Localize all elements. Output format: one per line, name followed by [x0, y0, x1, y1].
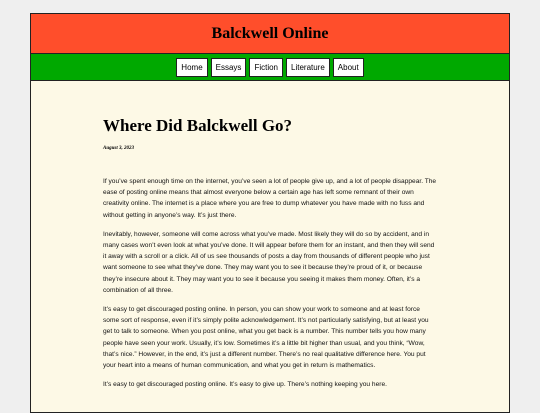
- post-paragraph: If you’ve spent enough time on the internet, you’ve seen a lot of people give up, and a lot of people disappear. The ease of posting online means that almost everyone below a certain age has left some remnant of their own creativity online. The internet is a place where you are free to dump whatever you have made with no fuss and without getting in anyone’s way. It’s just there.: [103, 178, 437, 219]
- nav-literature-link[interactable]: Literature: [286, 58, 330, 77]
- post-date: August 3, 2023: [103, 146, 134, 151]
- nav-home-link[interactable]: Home: [176, 58, 207, 77]
- page-container: [30, 13, 510, 413]
- post-body: [103, 176, 437, 390]
- post-paragraph: It’s easy to get discouraged posting online. In person, you can show your work to someone and at least force some sort of response, even if it’s simply polite acknowledgement. It’s not particularly satisfying, but at least you get to talk to someone. When you post online, what you get back is a number. This number tells you how many people have seen your work. Usually, it’s low. Sometimes it’s a little bit higher than usual, and you think, “Wow, that’s nice.” However, in the end, it’s just a different number. There’s no real qualitative difference here. You put your heart into a means of human communication, and what you get in return is mathematics.: [103, 306, 429, 370]
- nav-about-link[interactable]: About: [333, 58, 364, 77]
- article: [31, 116, 509, 390]
- site-header: [31, 14, 509, 54]
- nav-bar: [31, 54, 509, 81]
- nav-fiction-link[interactable]: Fiction: [249, 58, 283, 77]
- site-title[interactable]: Balckwell Online: [211, 24, 329, 42]
- post-paragraph: Inevitably, however, someone will come across what you’ve made. Most likely they will do so by accident, and in many cases won’t even look at what you’ve done. It will appear before them for an instant, and then they will send it away with a scroll or a click. All of us see thousands of posts a day from thousands of different people who just want someone to see what they’ve done. They may want you to see it because they’re proud of it, or because they’re insecure about it. They may want you to see it because you seeing it makes them money. Often, it’s a combination of all three.: [103, 230, 435, 294]
- nav-essays-link[interactable]: Essays: [211, 58, 247, 77]
- post-paragraph: It’s easy to get discouraged posting online. It’s easy to give up. There’s nothing keeping you here.: [103, 381, 387, 389]
- post-title: Where Did Balckwell Go?: [103, 116, 293, 135]
